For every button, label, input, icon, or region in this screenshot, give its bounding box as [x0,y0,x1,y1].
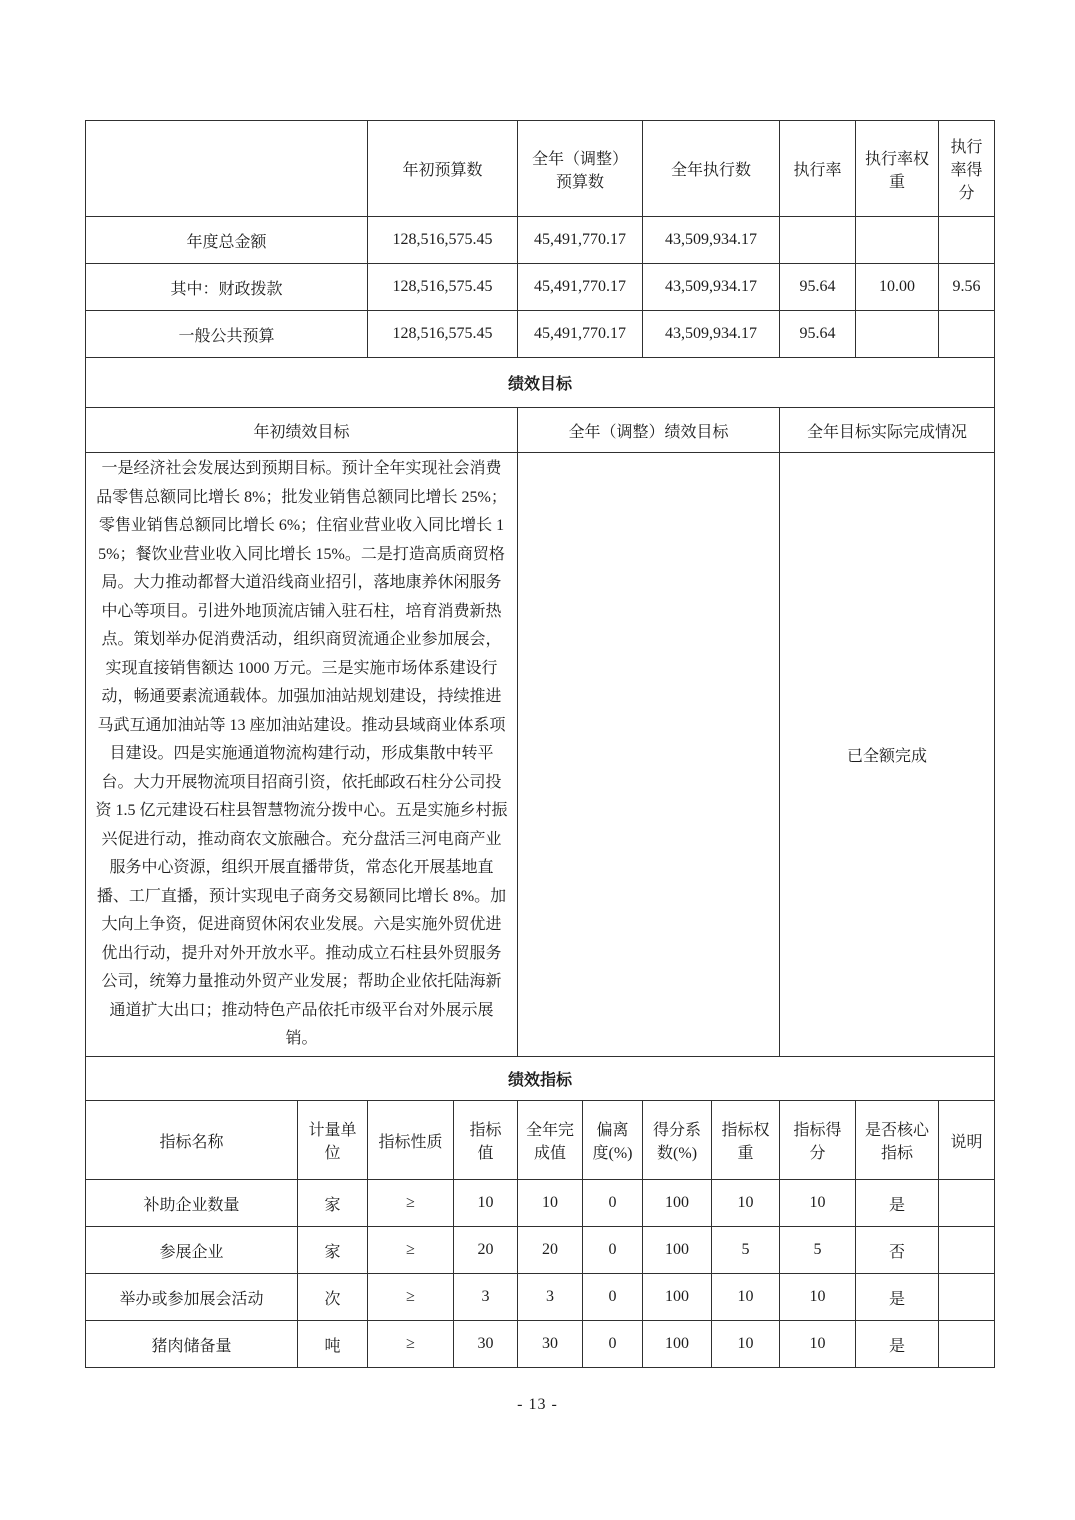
budget-cell-adjusted: 45,491,770.17 [518,264,643,311]
indicators-section-row [86,1057,995,1101]
table-row [86,311,995,358]
ind-cell-note [939,1274,995,1321]
ind-cell-completed: 30 [518,1321,583,1368]
indicators-header-row [86,1101,995,1180]
ind-cell-name: 举办或参加展会活动 [86,1274,298,1321]
table-row [86,1227,995,1274]
ind-cell-name: 补助企业数量 [86,1180,298,1227]
goals-section-title: 绩效目标 [86,358,995,408]
ind-cell-note [939,1227,995,1274]
table-row [86,264,995,311]
ind-cell-unit: 吨 [298,1321,368,1368]
goals-adjusted-text [518,453,780,1057]
ind-cell-deviation: 0 [583,1227,643,1274]
budget-header-initial-budget: 年初预算数 [368,121,518,217]
ind-header-nature: 指标性质 [368,1101,454,1180]
ind-cell-score-coef: 100 [643,1180,712,1227]
ind-header-deviation: 偏离度(%) [583,1101,643,1180]
ind-cell-unit: 家 [298,1227,368,1274]
goals-header-adjusted: 全年（调整）绩效目标 [518,408,780,453]
ind-cell-score: 10 [780,1321,856,1368]
ind-cell-name: 猪肉储备量 [86,1321,298,1368]
goals-completion-text: 已全额完成 [780,453,995,1057]
ind-cell-note [939,1321,995,1368]
ind-header-completed: 全年完成值 [518,1101,583,1180]
budget-header-executed: 全年执行数 [643,121,780,217]
budget-cell-adjusted: 45,491,770.17 [518,217,643,264]
ind-cell-score-coef: 100 [643,1227,712,1274]
ind-header-note: 说明 [939,1101,995,1180]
ind-cell-weight: 10 [712,1274,780,1321]
ind-cell-target: 30 [454,1321,518,1368]
budget-cell-weight [856,217,939,264]
table-row [86,1180,995,1227]
budget-cell-initial: 128,516,575.45 [368,311,518,358]
budget-header-row [86,121,995,217]
ind-cell-core: 是 [856,1321,939,1368]
ind-header-weight: 指标权重 [712,1101,780,1180]
budget-cell-score: 9.56 [939,264,995,311]
ind-cell-completed: 10 [518,1180,583,1227]
ind-header-name: 指标名称 [86,1101,298,1180]
ind-cell-note [939,1180,995,1227]
ind-cell-nature: ≥ [368,1180,454,1227]
ind-header-core: 是否核心指标 [856,1101,939,1180]
ind-cell-unit: 次 [298,1274,368,1321]
ind-cell-nature: ≥ [368,1321,454,1368]
ind-cell-nature: ≥ [368,1274,454,1321]
ind-cell-deviation: 0 [583,1180,643,1227]
budget-cell-adjusted: 45,491,770.17 [518,311,643,358]
ind-cell-name: 参展企业 [86,1227,298,1274]
ind-cell-score: 5 [780,1227,856,1274]
ind-header-target: 指标值 [454,1101,518,1180]
budget-cell-executed: 43,509,934.17 [643,264,780,311]
budget-row-label: 一般公共预算 [86,311,368,358]
table-row [86,1321,995,1368]
goals-content-row [86,453,995,1057]
goals-header-actual: 全年目标实际完成情况 [780,408,995,453]
budget-header-adjusted-budget: 全年（调整）预算数 [518,121,643,217]
budget-cell-executed: 43,509,934.17 [643,311,780,358]
budget-cell-score [939,217,995,264]
ind-cell-weight: 10 [712,1180,780,1227]
budget-header-rate-score: 执行率得分 [939,121,995,217]
ind-cell-core: 是 [856,1274,939,1321]
budget-cell-weight: 10.00 [856,264,939,311]
ind-cell-score: 10 [780,1274,856,1321]
ind-cell-score-coef: 100 [643,1274,712,1321]
ind-cell-core: 是 [856,1180,939,1227]
ind-header-score: 指标得分 [780,1101,856,1180]
ind-cell-completed: 20 [518,1227,583,1274]
ind-cell-score-coef: 100 [643,1321,712,1368]
ind-cell-weight: 10 [712,1321,780,1368]
budget-cell-rate [780,217,856,264]
budget-header-execution-rate: 执行率 [780,121,856,217]
performance-report-table [85,120,995,1368]
table-row [86,217,995,264]
budget-cell-rate: 95.64 [780,264,856,311]
ind-cell-nature: ≥ [368,1227,454,1274]
budget-cell-executed: 43,509,934.17 [643,217,780,264]
budget-row-label: 其中：财政拨款 [86,264,368,311]
page-number: - 13 - [517,1396,558,1413]
goals-header-row [86,408,995,453]
goals-section-row [86,358,995,408]
budget-cell-rate: 95.64 [780,311,856,358]
ind-cell-unit: 家 [298,1180,368,1227]
ind-header-unit: 计量单位 [298,1101,368,1180]
ind-cell-target: 20 [454,1227,518,1274]
budget-cell-score [939,311,995,358]
budget-header-rate-weight: 执行率权重 [856,121,939,217]
ind-cell-weight: 5 [712,1227,780,1274]
budget-cell-weight [856,311,939,358]
ind-cell-deviation: 0 [583,1274,643,1321]
ind-cell-deviation: 0 [583,1321,643,1368]
ind-header-score-coef: 得分系数(%) [643,1101,712,1180]
table-row [86,1274,995,1321]
ind-cell-target: 10 [454,1180,518,1227]
goals-initial-text: 一是经济社会发展达到预期目标。预计全年实现社会消费品零售总额同比增长 8%；批发业销售总额同比增长 25%；零售业销售总额同比增长 6%；住宿业营业收入同比增长 15%；餐饮业营业收入同比增长 15%。二是打造高质商贸格局。大力推动都督大道沿线商业招引，落地康养休闲服务中心等项目。引进外地顶流店铺入驻石柱，培育消费新热点。策划举办促消费活动，组织商贸流通企业参加展会，实现直接销售额达 1000 万元。三是实施市场体系建设行动，畅通要素流通载体。加强加油站规划建设，持续推进马武互通加油站等 13 座加油站建设。推动县域商业体系项目建设。四是实施通道物流构建行动，形成集散中转平台。大力开展物流项目招商引资，依托邮政石柱分公司投资 1.5 亿元建设石柱县智慧物流分拨中心。五是实施乡村振兴促进行动，推动商农文旅融合。充分盘活三河电商产业服务中心资源，组织开展直播带货，常态化开展基地直播、工厂直播，预计实现电子商务交易额同比增长 8%。加大向上争资，促进商贸休闲农业发展。六是实施外贸优进优出行动，提升对外开放水平。推动成立石柱县外贸服务公司，统筹力量推动外贸产业发展；帮助企业依托陆海新通道扩大出口；推动特色产品依托市级平台对外展示展销。 [86,453,518,1057]
ind-cell-score: 10 [780,1180,856,1227]
budget-cell-initial: 128,516,575.45 [368,217,518,264]
goals-header-initial: 年初绩效目标 [86,408,518,453]
ind-cell-completed: 3 [518,1274,583,1321]
ind-cell-core: 否 [856,1227,939,1274]
budget-header-blank [86,121,368,217]
indicators-section-title: 绩效指标 [86,1057,995,1101]
budget-row-label: 年度总金额 [86,217,368,264]
budget-cell-initial: 128,516,575.45 [368,264,518,311]
ind-cell-target: 3 [454,1274,518,1321]
